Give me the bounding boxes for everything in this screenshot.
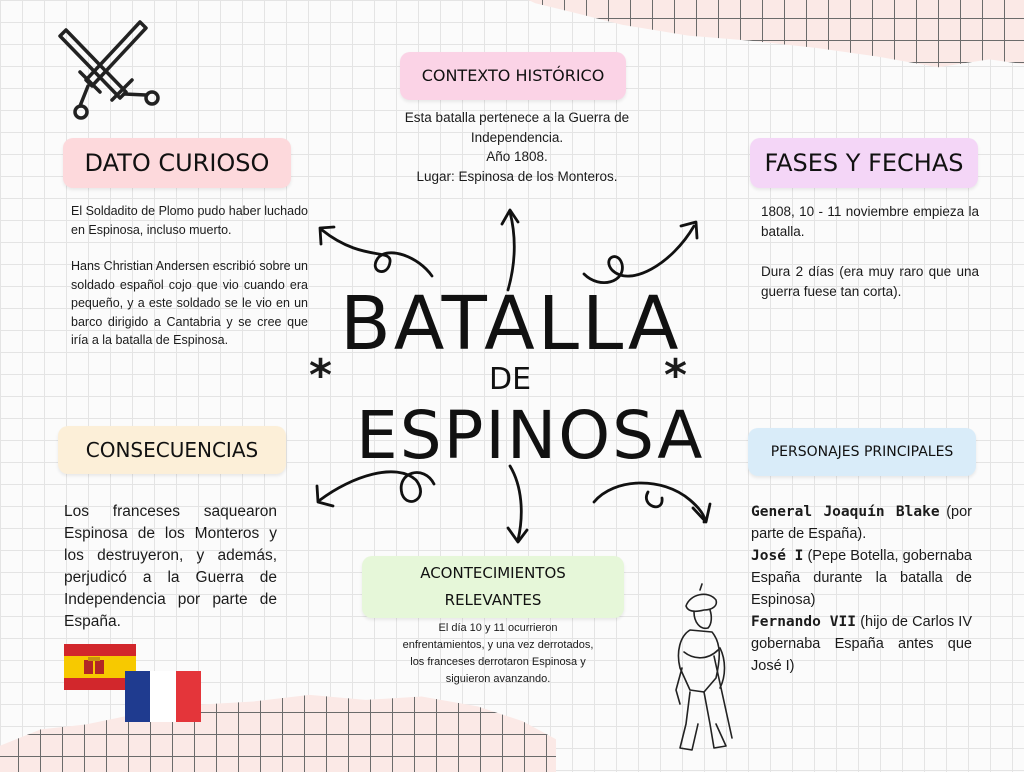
main-title-batalla: BATALLA <box>340 281 682 367</box>
acontecimientos-label-line2: RELEVANTES <box>444 591 542 609</box>
dato-curioso-text <box>71 202 308 368</box>
dato-curioso-label: DATO CURIOSO <box>63 138 291 188</box>
asterisk-left-decoration: * <box>309 350 333 401</box>
asterisk-right-decoration: * <box>664 350 688 401</box>
personajes-principales-text <box>751 501 972 677</box>
personaje-name: Fernando VII <box>751 614 856 630</box>
contexto-historico-label: CONTEXTO HISTÓRICO <box>400 52 626 100</box>
main-title-de: DE <box>488 362 532 397</box>
contexto-historico-text <box>368 108 666 186</box>
fases-y-fechas-text <box>761 202 979 322</box>
acontecimientos-relevantes-label <box>362 556 624 618</box>
personaje-desc: (Pepe Botella, gobernaba España durante la batalla de Espinosa) <box>751 548 972 608</box>
fases-y-fechas-label: FASES Y FECHAS <box>750 138 978 188</box>
contexto-line: Año 1808. <box>486 149 548 164</box>
fases-paragraph: Dura 2 días (era muy raro que una guerra fuese tan corta). <box>761 264 979 299</box>
consecuencias-text: Los franceses saquearon Espinosa de los Monteros y los destruyeron, y además, perjudicó a la Guerra de Independencia por parte de España. <box>64 503 277 630</box>
personaje-desc: (por parte de España). <box>751 504 972 542</box>
personajes-principales-label: PERSONAJES PRINCIPALES <box>748 428 976 476</box>
personaje-name: General Joaquín Blake <box>751 504 940 520</box>
contexto-line: Lugar: Espinosa de los Monteros. <box>416 168 618 184</box>
torn-paper-bottom-decoration <box>0 690 556 772</box>
acontecimientos-label-line1: ACONTECIMIENTOS <box>420 564 566 582</box>
personaje-desc: (hijo de Carlos IV gobernaba España antes que José I) <box>751 614 972 674</box>
dato-paragraph: Hans Christian Andersen escribió sobre un soldado español cojo que vio cuando era pequeño, y a este soldado se le vio en un barco dirigido a Cantabria y se cree que iría a la batalla de Espinosa. <box>71 259 308 347</box>
fases-paragraph: 1808, 10 - 11 noviembre empieza la batalla. <box>761 204 979 239</box>
contexto-line: Independencia. <box>470 129 564 145</box>
personaje-name: José I <box>751 548 804 564</box>
dato-paragraph: El Soldadito de Plomo pudo haber luchado en Espinosa, incluso muerto. <box>71 204 308 237</box>
acontecimientos-relevantes-text: El día 10 y 11 ocurrieron enfrentamientos, y una vez derrotados, los franceses derrotaron Espinosa y siguieron avanzando. <box>402 622 594 685</box>
contexto-line: Esta batalla pertenece a la Guerra de <box>404 110 630 125</box>
main-title-espinosa: ESPINOSA <box>356 397 705 474</box>
consecuencias-label: CONSECUENCIAS <box>58 426 286 474</box>
france-flag <box>125 671 201 722</box>
